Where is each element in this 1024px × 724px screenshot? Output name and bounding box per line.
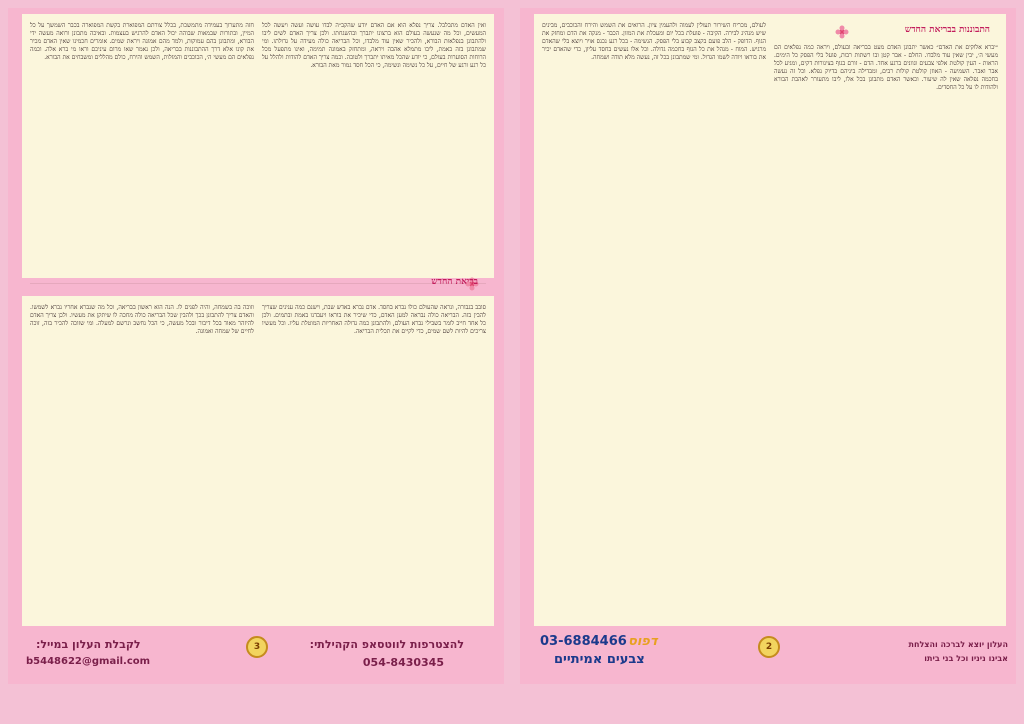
section-title-new-creation: בריאת החדש bbox=[431, 277, 478, 287]
page-number-badge: 3 bbox=[246, 636, 268, 658]
left-divider bbox=[30, 283, 486, 284]
ad-brand-name: צבעים אמיתיים bbox=[554, 652, 645, 667]
right-panel bbox=[534, 14, 1006, 626]
left-bottom-left-column: וזוכה בה בשמחה, והיה לפנים לו. הנה הוא ראשון בבריאה, וכל מה שנברא אחריו נברא לשמשו. והאדם צריך להתבונן בכך ולהבין שכל הבריאה כולה מחכה לו שיתקן את מעשיו. ולכן צריך האדם להיזהר מאוד בכל דיבור ובכל מעשה, כי הכל נחשב ונרשם למעלה. ומי שזוכה להכיר בזה, זוכה לחיים של שמחה ואמונה. bbox=[30, 304, 254, 336]
dedication-line-1: העלון יוצא לברכה והצלחת bbox=[908, 640, 1008, 649]
page-number-badge: 2 bbox=[758, 636, 780, 658]
email-title: לקבלת העלון במייל: bbox=[36, 638, 141, 651]
right-page bbox=[520, 8, 1016, 684]
left-page bbox=[8, 8, 504, 684]
ad-print-word: דפוס bbox=[628, 634, 658, 649]
dedication-line-2: אבינו ניניו וכל בני ביתו bbox=[924, 654, 1008, 663]
whatsapp-phone: 054-8430345 bbox=[362, 656, 444, 669]
whatsapp-title: להצטרפות לווטסאפ הקהילתי: bbox=[309, 638, 464, 651]
left-top-right-column: ואין האדם מתבלבל. צריך נפלא הוא אם האדם יודע שהקב״ה לבדו עושה ועשה ויעשה לכל המעשים, וכל מה שנעשה בעולם הוא ברצונו יתברך ובהשגחתו. ולכן צריך האדם לשים ליבו ולהתבונן בנפלאות הבורא, ולהכיר שאין עוד מלבדו, וכל הבריאה כולה מעידה על גדולתו. ומי שמתבונן בזה באמת, ליבו מתמלא אהבה ויראה, ומתחזק באמונה תמימה, ואינו מתפעל מכל הרוחות הסוערות בעולם, כי יודע שהכל מאיתו יתברך ולטובה. וכמה צריך האדם להודות ולהלל על כל רגע ורגע של חיים, על כל נשימה ונשימה, כי הכל חסד גמור מאת הבורא. bbox=[262, 22, 486, 70]
ad-phone: 03-6884466 bbox=[540, 634, 627, 649]
right-page-left-column: לעולם, מכריח השירור תעולין לעמוה ולהעמין ציון. הרואים את השמש והירח והכוכבים, מבינים שיש מנהיג לבירה. הקיבה - פועלת בכל יום ומעכלת את המזון. הכבד - מנקה את הדם ומחזק את הגוף. הדופק - הלב פועם בקצב קבוע בלי הפסק. הנשימה - בכל רגע נכנס אויר ויוצא בלי שהאדם מרגיש. המוח - מנהל את כל הגוף בחכמה גדולה. וכל אלו נעשים בחסד עליון, כדי שהאדם יכיר את בוראו ויודה לשמו הגדול. ומי שמתבונן בכל זה, נעשה מלא תודה ושמחה. bbox=[542, 22, 766, 62]
left-top-panel bbox=[22, 14, 494, 278]
flower-icon bbox=[834, 24, 850, 38]
email-address[interactable]: b5448622@gmail.com bbox=[26, 656, 151, 667]
section-title-contemplation: התבוננות בבריאת החדש bbox=[904, 25, 990, 35]
left-bottom-panel bbox=[22, 296, 494, 626]
right-page-right-column: ״יברא אלוקים את האדם״ כאשר יתבונן האדם מעט בבריאה ובעולם, ויראה כמה נפלאים הם מעשי ה׳, יבין שאין עוד מלבדו. החלם - אבר קטן ובו רשתות רבות, פועל בלי הפסק כל הימים. הראות - העין קולטת אלפי צבעים וגוונים ברגע אחד. הדם - זורם בגוף בצינורות דקים, ומגיע לכל אבר ואבר. השמיעה - האוזן קולטת קולות רבים, ומבדילה ביניהם בדיוק נפלא. וכל זה נעשה בחכמה נפלאה שאין לה שיעור. וכאשר האדם מתבונן בכל אלו, ליבו מתעורר לאהבת הבורא ולהודות לו על כל החסדים. bbox=[774, 44, 998, 92]
left-bottom-right-column: סובב בגבורה, ונראה שהעולם כולו נברא בחסד. אדם נברא באדש שבת, וישנם כמה ענינים שצריך להבין בזה. הבריאה כולה נבראה למען האדם, כדי שיכיר את בוראו ויעבדנו באמת ובתמים. ולכן כל אחד חייב לומר בשבילי נברא העולם, ולהתבונן כמה גדולה האחריות המוטלת עליו. וכל מעשיו צריכים להיות לשם שמים, כדי לקיים את תכלית הבריאה. bbox=[262, 304, 486, 336]
left-top-left-column: חזה מתערוך בעמידה מתמשכת, בכלל צורתם המפוארת בקשת המפוארה בכבר השמשך על כל המיין, ובתורות שבמאות שבוהה יכול האדם להרגיש בעצמות. ובאיכה מתבונן ורואה מעשה ידי הבורא, ומתבונן בהם עמוקות, ולמד מהם אמונה ויראת שמים. אומרים חכמינו שאין האדם מכיר את קונו אלא דרך ההתבוננות בבריאה, ולכן נאמר שאו מרום עיניכם וראו מי ברא אלה. וכמה נפלאים הם מעשי ה׳, הכוכבים והמזלות, השמש והירח, כולם מהללים ומשבחים את הבורא. bbox=[30, 22, 254, 62]
